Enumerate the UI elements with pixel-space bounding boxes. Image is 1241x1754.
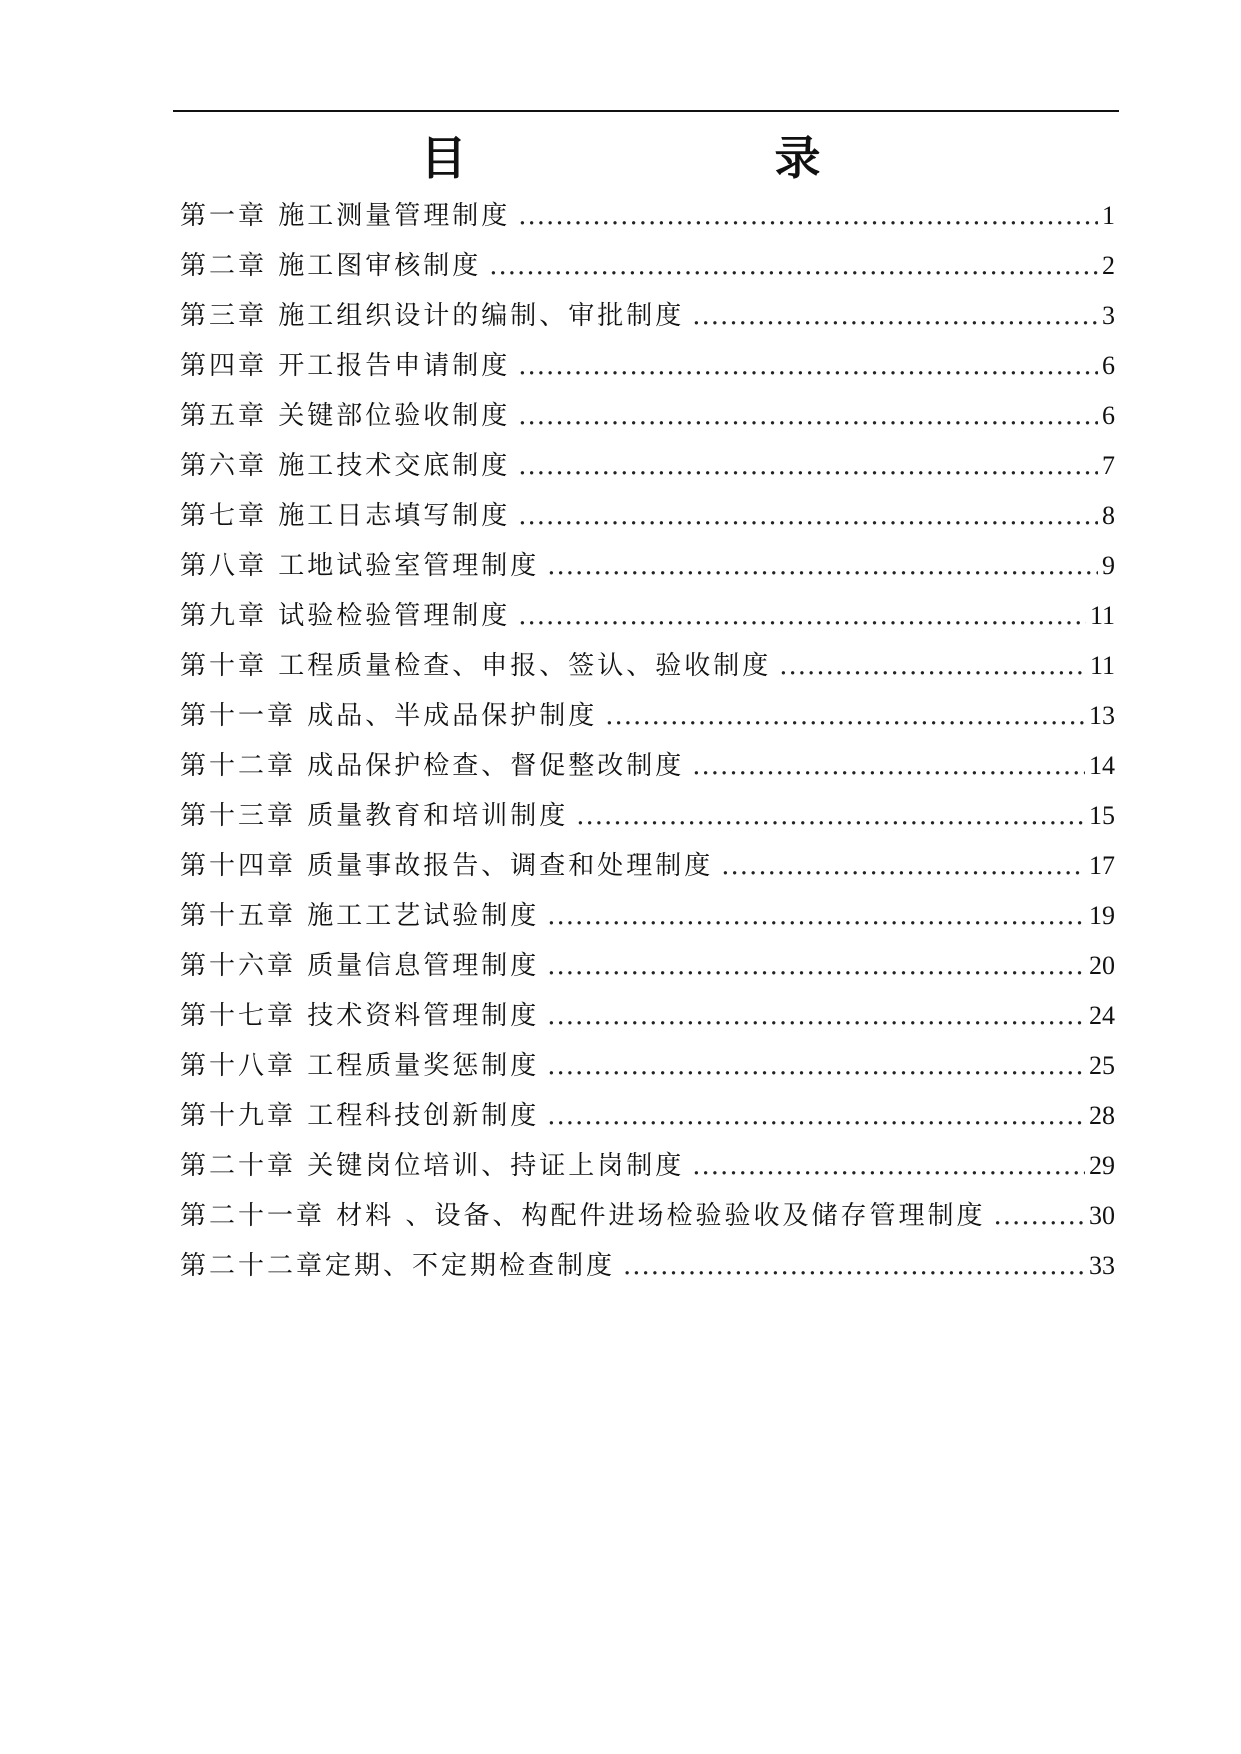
toc-dot-leader xyxy=(692,1141,1085,1191)
table-of-contents xyxy=(180,191,1115,1291)
toc-page-number: 11 xyxy=(1089,651,1115,680)
toc-entry-title: 第六章 施工技术交底制度 xyxy=(180,451,511,481)
toc-entry-title: 第十章 工程质量检查、申报、签认、验收制度 xyxy=(180,651,772,681)
header-rule xyxy=(173,110,1119,112)
toc-entry-title: 第九章 试验检验管理制度 xyxy=(180,601,511,631)
toc-page-number: 33 xyxy=(1089,1251,1115,1280)
toc-entry[interactable] xyxy=(180,191,1115,241)
toc-entry[interactable] xyxy=(180,791,1115,841)
toc-page-number: 3 xyxy=(1102,301,1115,330)
toc-entry[interactable] xyxy=(180,841,1115,891)
toc-entry-title: 第十六章 质量信息管理制度 xyxy=(180,951,540,981)
toc-entry[interactable] xyxy=(180,291,1115,341)
toc-entry-title: 第十四章 质量事故报告、调查和处理制度 xyxy=(180,851,714,881)
toc-page-number: 6 xyxy=(1102,351,1115,380)
toc-page-number: 25 xyxy=(1089,1051,1115,1080)
toc-entry[interactable] xyxy=(180,991,1115,1041)
toc-dot-leader xyxy=(623,1241,1085,1291)
toc-entry[interactable] xyxy=(180,741,1115,791)
toc-entry-title: 第十二章 成品保护检查、督促整改制度 xyxy=(180,751,685,781)
toc-dot-leader xyxy=(518,391,1098,441)
toc-entry-title: 第十一章 成品、半成品保护制度 xyxy=(180,701,598,731)
toc-page-number: 17 xyxy=(1089,851,1115,880)
toc-entry[interactable] xyxy=(180,491,1115,541)
toc-dot-leader xyxy=(547,541,1098,591)
toc-entry-title: 第一章 施工测量管理制度 xyxy=(180,201,511,231)
toc-page-number: 7 xyxy=(1102,451,1115,480)
toc-dot-leader xyxy=(518,191,1098,241)
toc-dot-leader xyxy=(779,641,1086,691)
toc-entry-title: 第十七章 技术资料管理制度 xyxy=(180,1001,540,1031)
toc-entry-title: 第十三章 质量教育和培训制度 xyxy=(180,801,569,831)
toc-entry-title: 第二章 施工图审核制度 xyxy=(180,251,482,281)
toc-entry[interactable] xyxy=(180,1141,1115,1191)
toc-entry-title: 第三章 施工组织设计的编制、审批制度 xyxy=(180,301,685,331)
toc-entry-title: 第八章 工地试验室管理制度 xyxy=(180,551,540,581)
toc-dot-leader xyxy=(489,241,1098,291)
toc-page-number: 20 xyxy=(1089,951,1115,980)
toc-entry-title: 第二十一章 材料 、设备、构配件进场检验验收及储存管理制度 xyxy=(180,1201,986,1231)
toc-page-number: 14 xyxy=(1089,751,1115,780)
toc-page-number: 6 xyxy=(1102,401,1115,430)
page-title: 目 录 xyxy=(420,131,893,185)
toc-dot-leader xyxy=(994,1191,1085,1241)
toc-entry-title: 第十五章 施工工艺试验制度 xyxy=(180,901,540,931)
toc-entry[interactable] xyxy=(180,891,1115,941)
toc-dot-leader xyxy=(721,841,1085,891)
toc-entry-title: 第七章 施工日志填写制度 xyxy=(180,501,511,531)
toc-page-number: 11 xyxy=(1089,601,1115,630)
toc-dot-leader xyxy=(547,941,1085,991)
toc-entry[interactable] xyxy=(180,1091,1115,1141)
toc-page-number: 15 xyxy=(1089,801,1115,830)
toc-page-number: 24 xyxy=(1089,1001,1115,1030)
toc-page-number: 9 xyxy=(1102,551,1115,580)
toc-entry-title: 第二十章 关键岗位培训、持证上岗制度 xyxy=(180,1151,685,1181)
toc-dot-leader xyxy=(518,491,1098,541)
toc-entry[interactable] xyxy=(180,1041,1115,1091)
toc-page-number: 1 xyxy=(1102,201,1115,230)
toc-entry-title: 第十九章 工程科技创新制度 xyxy=(180,1101,540,1131)
toc-entry[interactable] xyxy=(180,341,1115,391)
toc-entry-title: 第四章 开工报告申请制度 xyxy=(180,351,511,381)
toc-entry[interactable] xyxy=(180,941,1115,991)
toc-entry-title: 第五章 关键部位验收制度 xyxy=(180,401,511,431)
toc-page-number: 8 xyxy=(1102,501,1115,530)
toc-entry[interactable] xyxy=(180,641,1115,691)
toc-page-number: 28 xyxy=(1089,1101,1115,1130)
toc-dot-leader xyxy=(692,741,1085,791)
toc-entry[interactable] xyxy=(180,441,1115,491)
toc-dot-leader xyxy=(692,291,1098,341)
toc-dot-leader xyxy=(576,791,1085,841)
toc-dot-leader xyxy=(547,1091,1085,1141)
toc-entry-title: 第十八章 工程质量奖惩制度 xyxy=(180,1051,540,1081)
toc-entry[interactable] xyxy=(180,541,1115,591)
toc-dot-leader xyxy=(547,991,1085,1041)
toc-entry[interactable] xyxy=(180,241,1115,291)
toc-entry[interactable] xyxy=(180,591,1115,641)
toc-page-number: 30 xyxy=(1089,1201,1115,1230)
toc-dot-leader xyxy=(547,1041,1085,1091)
toc-entry[interactable] xyxy=(180,1241,1115,1291)
toc-page-number: 13 xyxy=(1089,701,1115,730)
toc-entry[interactable] xyxy=(180,1191,1115,1241)
toc-entry-title: 第二十二章定期、不定期检查制度 xyxy=(180,1251,616,1281)
toc-dot-leader xyxy=(518,441,1098,491)
toc-page-number: 29 xyxy=(1089,1151,1115,1180)
toc-page-number: 19 xyxy=(1089,901,1115,930)
toc-dot-leader xyxy=(605,691,1085,741)
toc-entry[interactable] xyxy=(180,691,1115,741)
toc-page-number: 2 xyxy=(1102,251,1115,280)
toc-entry[interactable] xyxy=(180,391,1115,441)
toc-dot-leader xyxy=(518,591,1086,641)
toc-dot-leader xyxy=(547,891,1085,941)
toc-dot-leader xyxy=(518,341,1098,391)
